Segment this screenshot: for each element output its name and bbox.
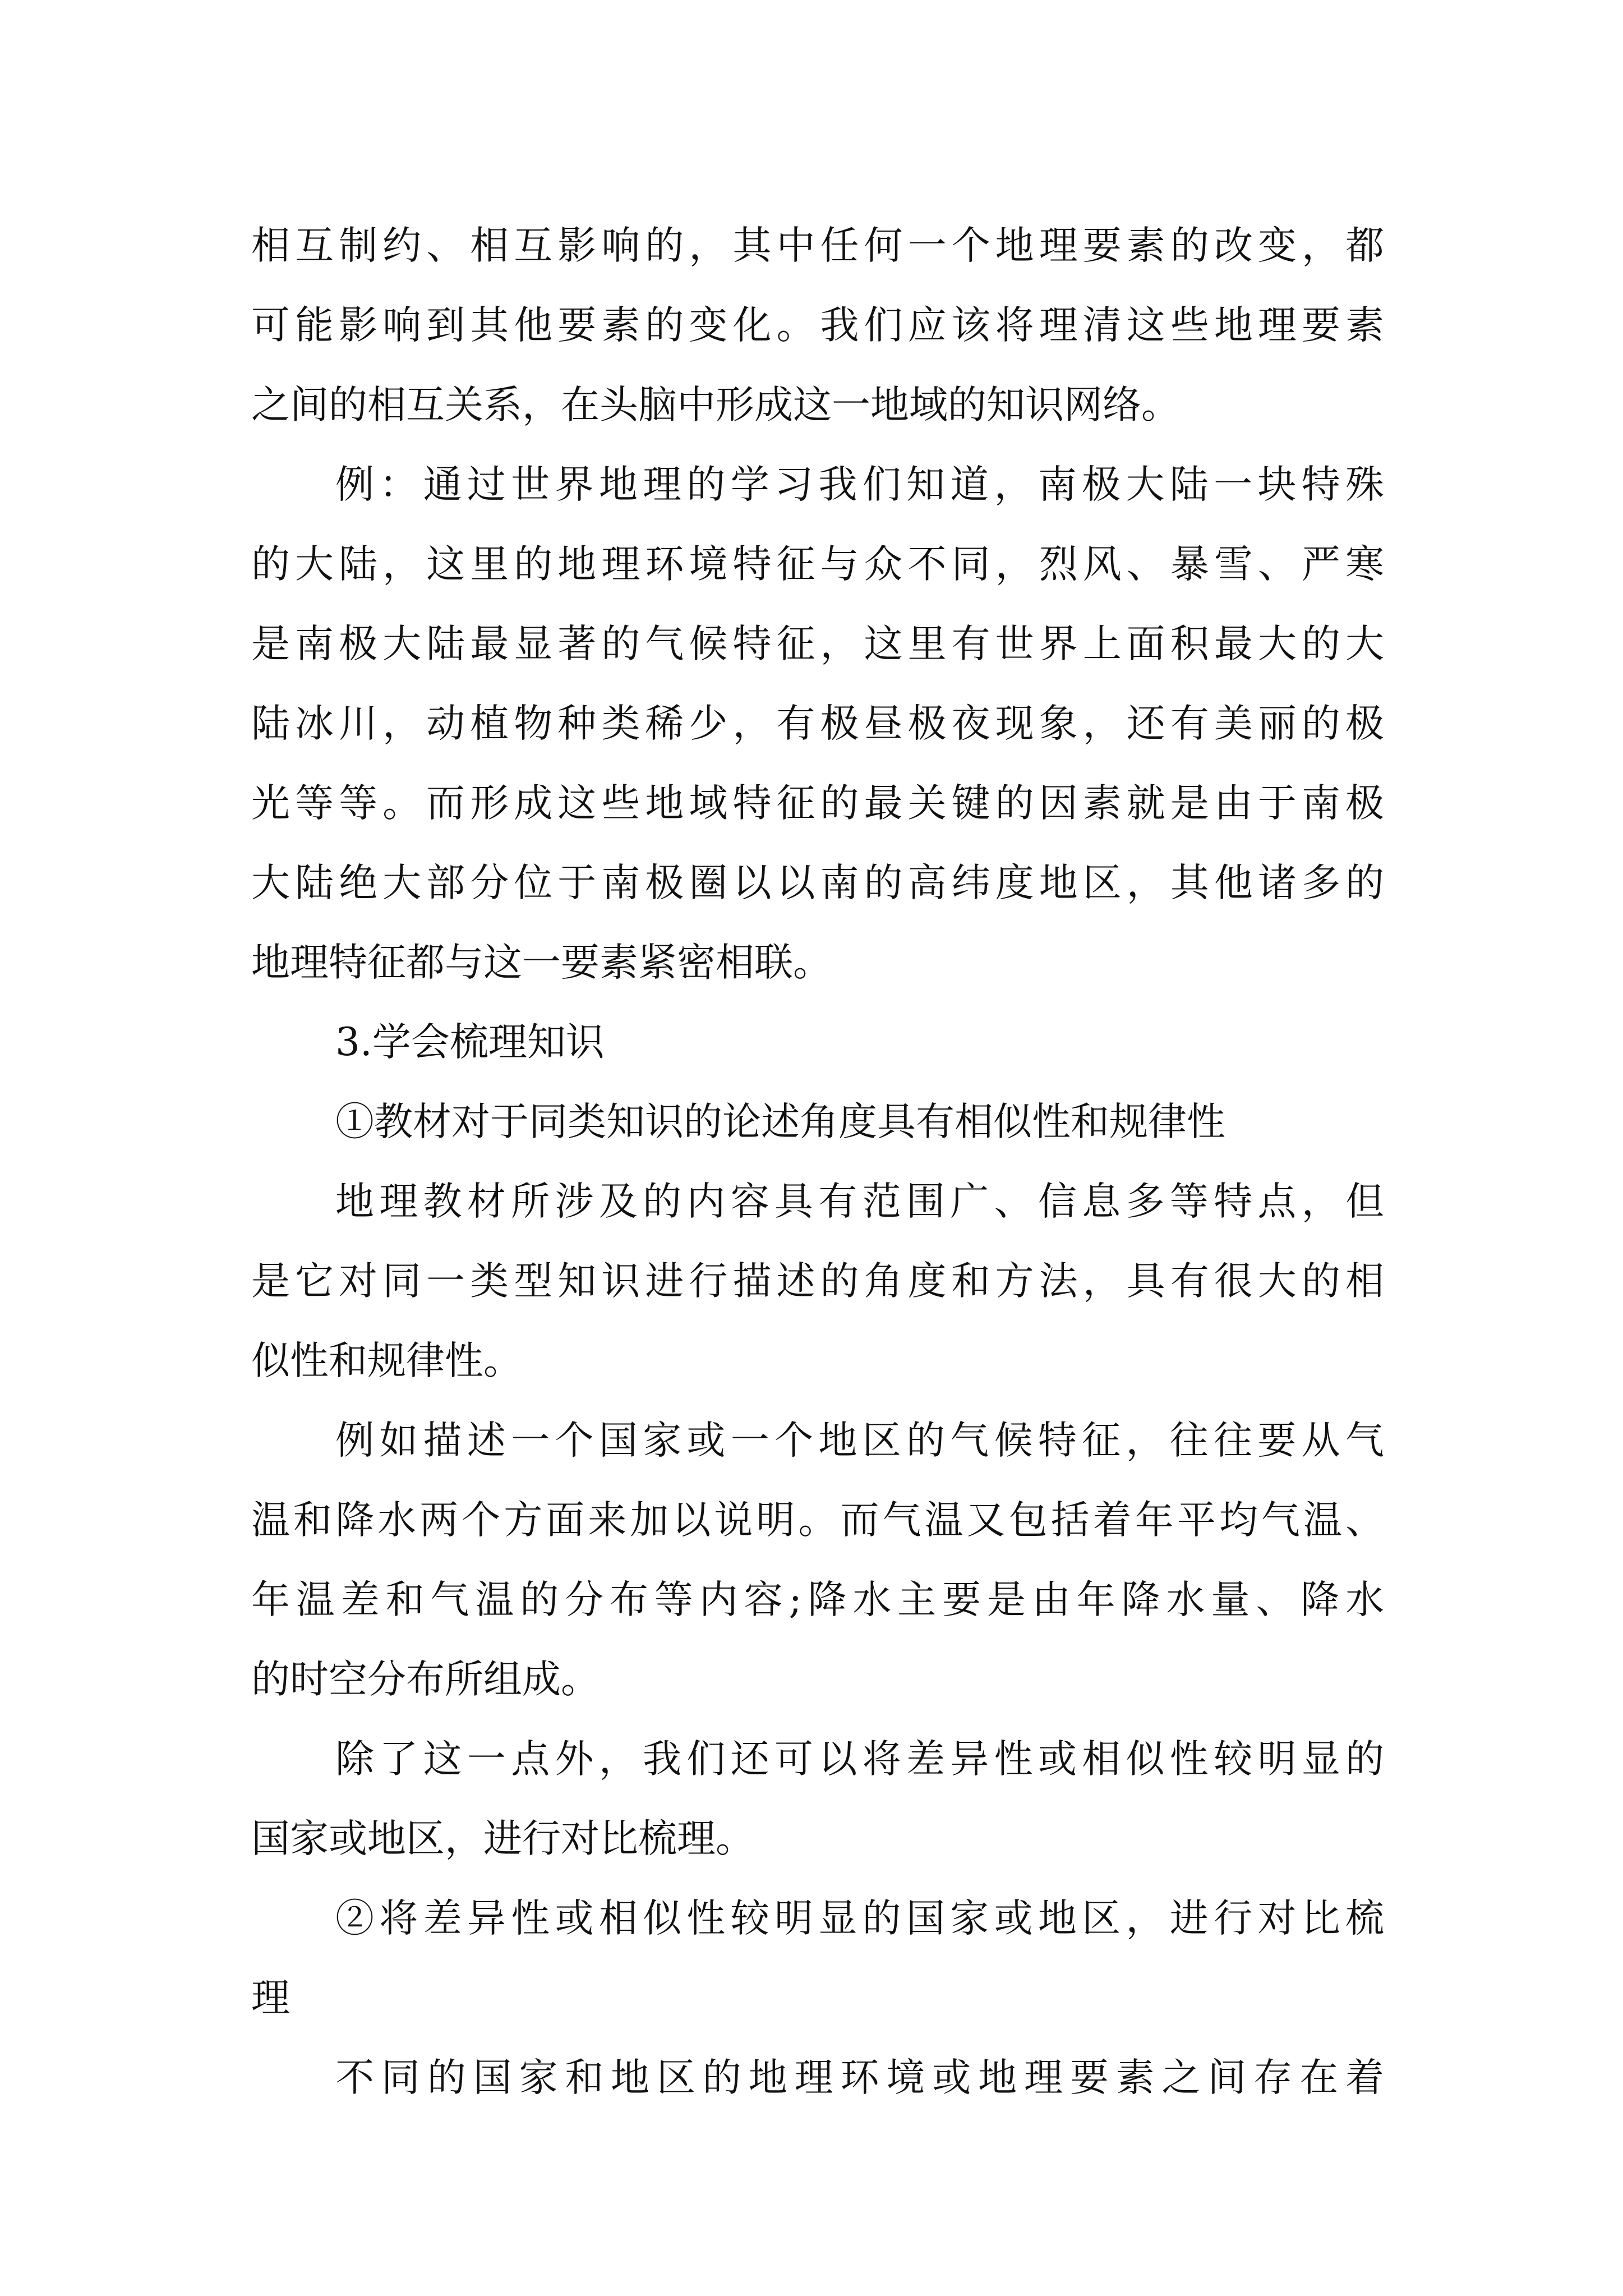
text-line: 温和降水两个方面来加以说明。而气温又包括着年平均气温、	[251, 1498, 1384, 1543]
text-line: 除了这一点外，我们还可以将差异性或相似性较明显的	[335, 1737, 1384, 1782]
text-line: 可能影响到其他要素的变化。我们应该将理清这些地理要素	[251, 303, 1384, 348]
text-line: 是南极大陆最显著的气候特征，这里有世界上面积最大的大	[251, 622, 1384, 666]
text-line: 国家或地区，进行对比梳理。	[251, 1816, 754, 1861]
text-line: 是它对同一类型知识进行描述的角度和方法，具有很大的相	[251, 1259, 1384, 1304]
text-line: 的时空分布所组成。	[251, 1657, 600, 1702]
text-line: 大陆绝大部分位于南极圈以以南的高纬度地区，其他诸多的	[251, 861, 1384, 905]
text-line: 例：通过世界地理的学习我们知道，南极大陆一块特殊	[335, 462, 1384, 507]
section-heading: 3.学会梳理知识	[335, 1020, 605, 1065]
text-line: 的大陆，这里的地理环境特征与众不同，烈风、暴雪、严寒	[251, 542, 1384, 587]
text-line: 光等等。而形成这些地域特征的最关键的因素就是由于南极	[251, 781, 1384, 826]
text-line: 不同的国家和地区的地理环境或地理要素之间存在着	[335, 2055, 1384, 2100]
text-line: 地理特征都与这一要素紧密相联。	[251, 940, 832, 985]
text-line: 例如描述一个国家或一个地区的气候特征，往往要从气	[335, 1418, 1384, 1463]
text-line: 之间的相互关系，在头脑中形成这一地域的知识网络。	[251, 383, 1180, 427]
text-line: 陆冰川，动植物种类稀少，有极昼极夜现象，还有美丽的极	[251, 701, 1384, 746]
text-line: 地理教材所涉及的内容具有范围广、信息多等特点，但	[335, 1179, 1384, 1224]
subsection-heading: ①教材对于同类知识的论述角度具有相似性和规律性	[335, 1099, 1225, 1144]
text-line: 年温差和气温的分布等内容;降水主要是由年降水量、降水	[251, 1577, 1384, 1622]
text-line: 似性和规律性。	[251, 1338, 522, 1383]
subsection-heading: ②将差异性或相似性较明显的国家或地区，进行对比梳	[335, 1896, 1384, 1941]
subsection-heading-continued: 理	[251, 1976, 290, 2021]
text-line: 相互制约、相互影响的，其中任何一个地理要素的改变，都	[251, 223, 1384, 268]
